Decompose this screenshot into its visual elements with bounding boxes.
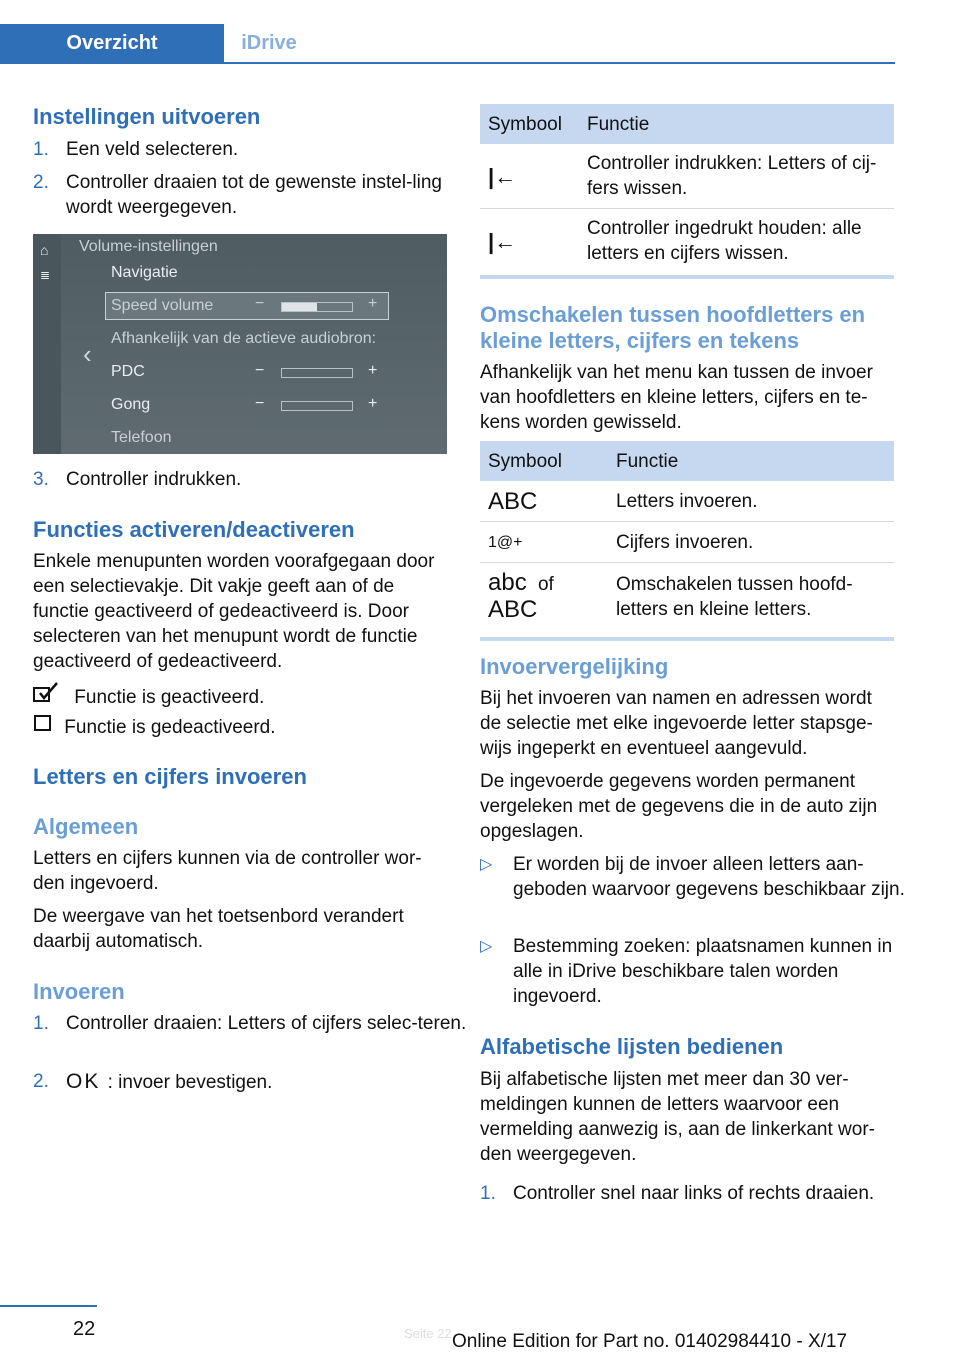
numbers-symbols-icon: 1@+ [480, 522, 608, 563]
table-cell: Cijfers invoeren. [608, 522, 894, 563]
paragraph-algemeen-1: Letters en cijfers kunnen via de controller wor‐den ingevoerd. [33, 848, 422, 894]
list-item [480, 852, 925, 902]
list-item [480, 1181, 929, 1206]
abc-upper-icon: ABC [480, 481, 608, 522]
watermark: Seite 22 [404, 1326, 452, 1341]
step-number: 3. [33, 469, 49, 490]
heading-functies: Functies activeren/deactiveren [33, 517, 355, 542]
minus-icon: − [255, 362, 265, 379]
bullet-text: Bestemming zoeken: plaatsnamen kunnen in alle in iDrive beschikbare talen worden ingevoerd. [513, 936, 893, 1007]
symbol-table-delete [480, 104, 894, 279]
table-row [480, 481, 894, 522]
tab-overzicht[interactable]: Overzicht [0, 24, 224, 62]
footer-line [0, 1305, 97, 1307]
bullet-text: Er worden bij de invoer alleen letters aan‐geboden waarvoor gegevens beschikbaar zijn. [513, 854, 905, 900]
symbol-table-mode [480, 441, 894, 641]
backspace-icon: |← [480, 144, 579, 209]
step-number: 2. [33, 172, 49, 193]
column-header-symbool: Symbool [480, 104, 579, 144]
pdc-slider [281, 368, 353, 378]
list-item [480, 934, 925, 1009]
abc-upper-icon: ABC [488, 596, 538, 623]
home-icon: ⌂ [40, 242, 49, 258]
list-item [33, 137, 476, 162]
screen-row-pdc: PDC [111, 363, 145, 380]
heading-omschakelen: Omschakelen tussen hoofdletters en kleine letters, cijfers en tekens [480, 302, 866, 353]
case-switch-symbol [480, 563, 608, 632]
step-number: 1. [33, 139, 49, 160]
step-text: Een veld selecteren. [66, 139, 239, 160]
paragraph-algemeen-2: De weergave van het toetsenbord verandert daarbij automatisch. [33, 906, 404, 952]
table-cell: Omschakelen tussen hoofd‐letters en kleine letters. [616, 574, 853, 620]
abc-lower-icon: abc [488, 569, 527, 596]
plus-icon: + [368, 362, 378, 379]
plus-icon: + [368, 395, 378, 412]
backspace-icon: |← [488, 228, 517, 254]
heading-invoervergelijking: Invoervergelijking [480, 654, 669, 679]
screen-row-telefoon: Telefoon [111, 429, 172, 446]
list-item [33, 467, 476, 492]
table-bottom-bar [480, 637, 894, 641]
column-header-functie: Functie [608, 441, 894, 481]
table-header-row [480, 104, 894, 144]
page-number: 22 [73, 1318, 96, 1340]
ok-icon: OK [66, 1070, 101, 1093]
heading-alfabetisch: Alfabetische lijsten bedienen [480, 1034, 784, 1059]
table-cell: Controller indrukken: Letters of cij‐fers wissen. [579, 144, 894, 209]
paragraph-functies: Enkele menupunten worden voorafgegaan door een selectievakje. Dit vakje geeft aan of de functie geactiveerd of gedeactiveerd is. Door selecteren van het menupunt wordt de functie geactiveerd of gedeactiveerd. [33, 551, 435, 672]
tab-idrive[interactable]: iDrive [241, 32, 297, 54]
edition-text: Online Edition for Part no. 01402984410 - X/17 [452, 1331, 848, 1352]
list-item [33, 170, 476, 220]
table-row [480, 563, 894, 632]
gong-slider [281, 401, 353, 411]
checkbox-checked-icon [33, 681, 61, 710]
menu-icon: ≣ [40, 268, 51, 282]
column-header-symbool: Symbool [480, 441, 608, 481]
screen-sidebar [33, 234, 92, 454]
table-cell: Letters invoeren. [608, 481, 894, 522]
table-row [480, 144, 894, 209]
paragraph-invoervergelijking-1: Bij het invoeren van namen en adressen wordt de selectie met elke ingevoerde letter stapsge‐wijs ingeperkt en eventueel aangevuld. [480, 688, 873, 759]
step-text: Controller draaien tot de gewenste instel‐ling wordt weergegeven. [66, 172, 442, 218]
paragraph-omschakelen: Afhankelijk van het menu kan tussen de invoer van hoofdletters en kleine letters, cijfers en te‐kens worden gewisseld. [480, 362, 873, 433]
step-number: 1. [480, 1183, 496, 1204]
table-row [480, 209, 894, 274]
screen-title: Volume-instellingen [79, 238, 218, 255]
step-text: Controller indrukken. [66, 469, 242, 490]
list-item [33, 1069, 476, 1095]
step-text: Controller draaien: Letters of cijfers selec‐teren. [66, 1013, 467, 1034]
step-text: Controller snel naar links of rechts draaien. [513, 1183, 875, 1204]
screen-row-navigatie: Navigatie [111, 264, 178, 281]
table-header-row [480, 441, 894, 481]
heading-invoeren: Invoeren [33, 979, 125, 1004]
checkbox-on-label: Functie is geactiveerd. [74, 687, 265, 708]
chevron-left-icon: ‹ [83, 339, 92, 369]
screen-row-afhankelijk: Afhankelijk van de actieve audiobron: [111, 330, 377, 347]
step-number: 2. [33, 1071, 49, 1092]
heading-letters: Letters en cijfers invoeren [33, 764, 307, 789]
checkbox-empty-icon [33, 713, 53, 740]
page-header [0, 0, 895, 64]
table-bottom-bar [480, 275, 894, 279]
heading-algemeen: Algemeen [33, 814, 139, 839]
step-text: : invoer bevestigen. [107, 1072, 273, 1093]
triangle-bullet-icon: ▷ [480, 856, 493, 873]
list-item [33, 1011, 476, 1036]
speed-volume-slider [281, 302, 353, 312]
paragraph-invoervergelijking-2: De ingevoerde gegevens worden permanent vergeleken met de gegevens die in de auto zijn opgeslagen. [480, 771, 878, 842]
column-header-functie: Functie [579, 104, 894, 144]
checkbox-off-label: Functie is gedeactiveerd. [64, 717, 276, 738]
minus-icon: − [255, 295, 265, 312]
volume-settings-screenshot [33, 234, 447, 454]
checkbox-off-row [33, 713, 447, 740]
triangle-bullet-icon: ▷ [480, 938, 493, 955]
plus-icon: + [368, 295, 378, 312]
heading-instellingen: Instellingen uitvoeren [33, 104, 261, 129]
checkbox-on-row [33, 681, 447, 710]
of-label: of [537, 574, 554, 595]
table-row [480, 522, 894, 563]
table-cell: Controller ingedrukt houden: alle letters en cijfers wissen. [587, 218, 862, 264]
screen-row-speed-volume: Speed volume [111, 297, 214, 314]
minus-icon: − [255, 395, 265, 412]
step-number: 1. [33, 1013, 49, 1034]
paragraph-alfabetisch: Bij alfabetische lijsten met meer dan 30 ver‐meldingen kunnen de letters waarvoor een vermelding aanwezig is, aan de linkerkant wor‐den weergegeven. [480, 1069, 875, 1165]
screen-row-gong: Gong [111, 396, 151, 413]
